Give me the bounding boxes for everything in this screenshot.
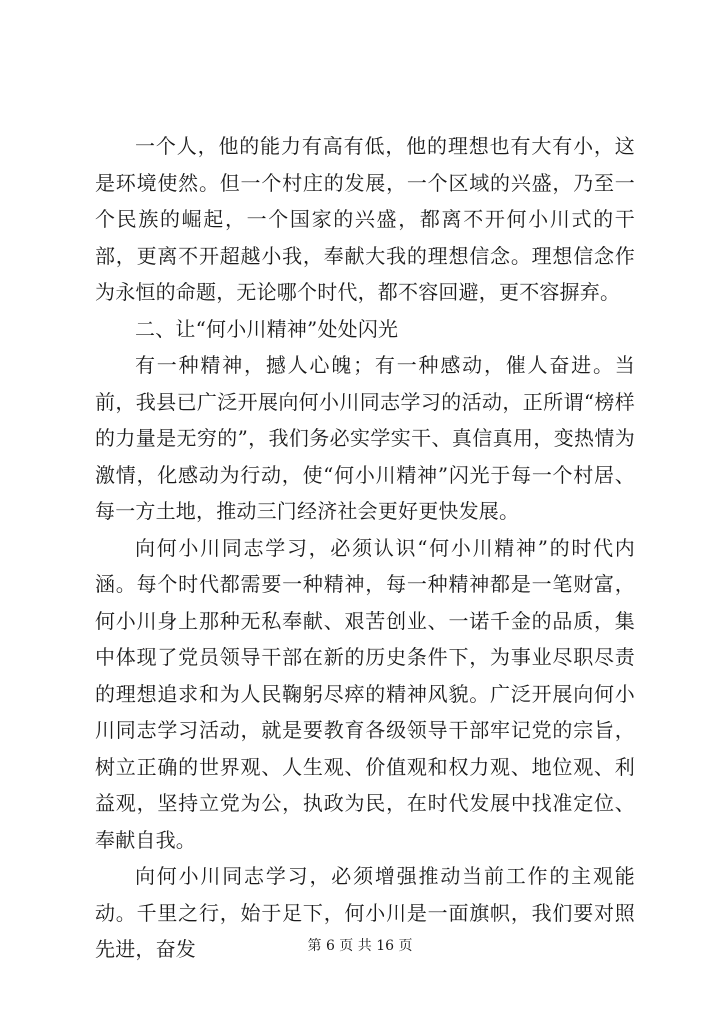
- paragraph-ideals: 一个人，他的能力有高有低，他的理想也有大有小，这是环境使然。但一个村庄的发展，一个区域的兴盛，乃至一个民族的崛起，一个国家的兴盛，都离不开何小川式的干部，更离不开超越小我，奉献大我的理想信念。理想信念作为永恒的命题，无论哪个时代，都不容回避，更不容摒弃。: [95, 134, 635, 304]
- page-number-footer: 第 6 页 共 16 页: [307, 938, 413, 954]
- section-heading: 二、让“何小川精神”处处闪光: [135, 316, 399, 341]
- paragraph-initiative: 向何小川同志学习，必须增强推动当前工作的主观能动。千里之行，始于足下，何小川是一面旗帜，我们要对照先进，奋发: [95, 864, 635, 961]
- paragraph-spirit: 有一种精神，撼人心魄；有一种感动，催人奋进。当前，我县已广泛开展向何小川同志学习的活动，正所谓“榜样的力量是无穷的”，我们务必实学实干、真信真用，变热情为激情，化感动为行动，使“何小川精神”闪光于每一个村居、每一方土地，推动三门经济社会更好更快发展。: [95, 353, 635, 523]
- document-body: [95, 128, 635, 968]
- paragraph-era-meaning: 向何小川同志学习，必须认识“何小川精神”的时代内涵。每个时代都需要一种精神，每一种精神都是一笔财富，何小川身上那种无私奉献、艰苦创业、一诺千金的品质，集中体现了党员领导干部在新的历史条件下，为事业尽职尽责的理想追求和为人民鞠躬尽瘁的精神风貌。广泛开展向何小川同志学习活动，就是要教育各级领导干部牢记党的宗旨，树立正确的世界观、人生观、价值观和权力观、地位观、利益观，坚持立党为公，执政为民，在时代发展中找准定位、奉献自我。: [95, 535, 635, 852]
